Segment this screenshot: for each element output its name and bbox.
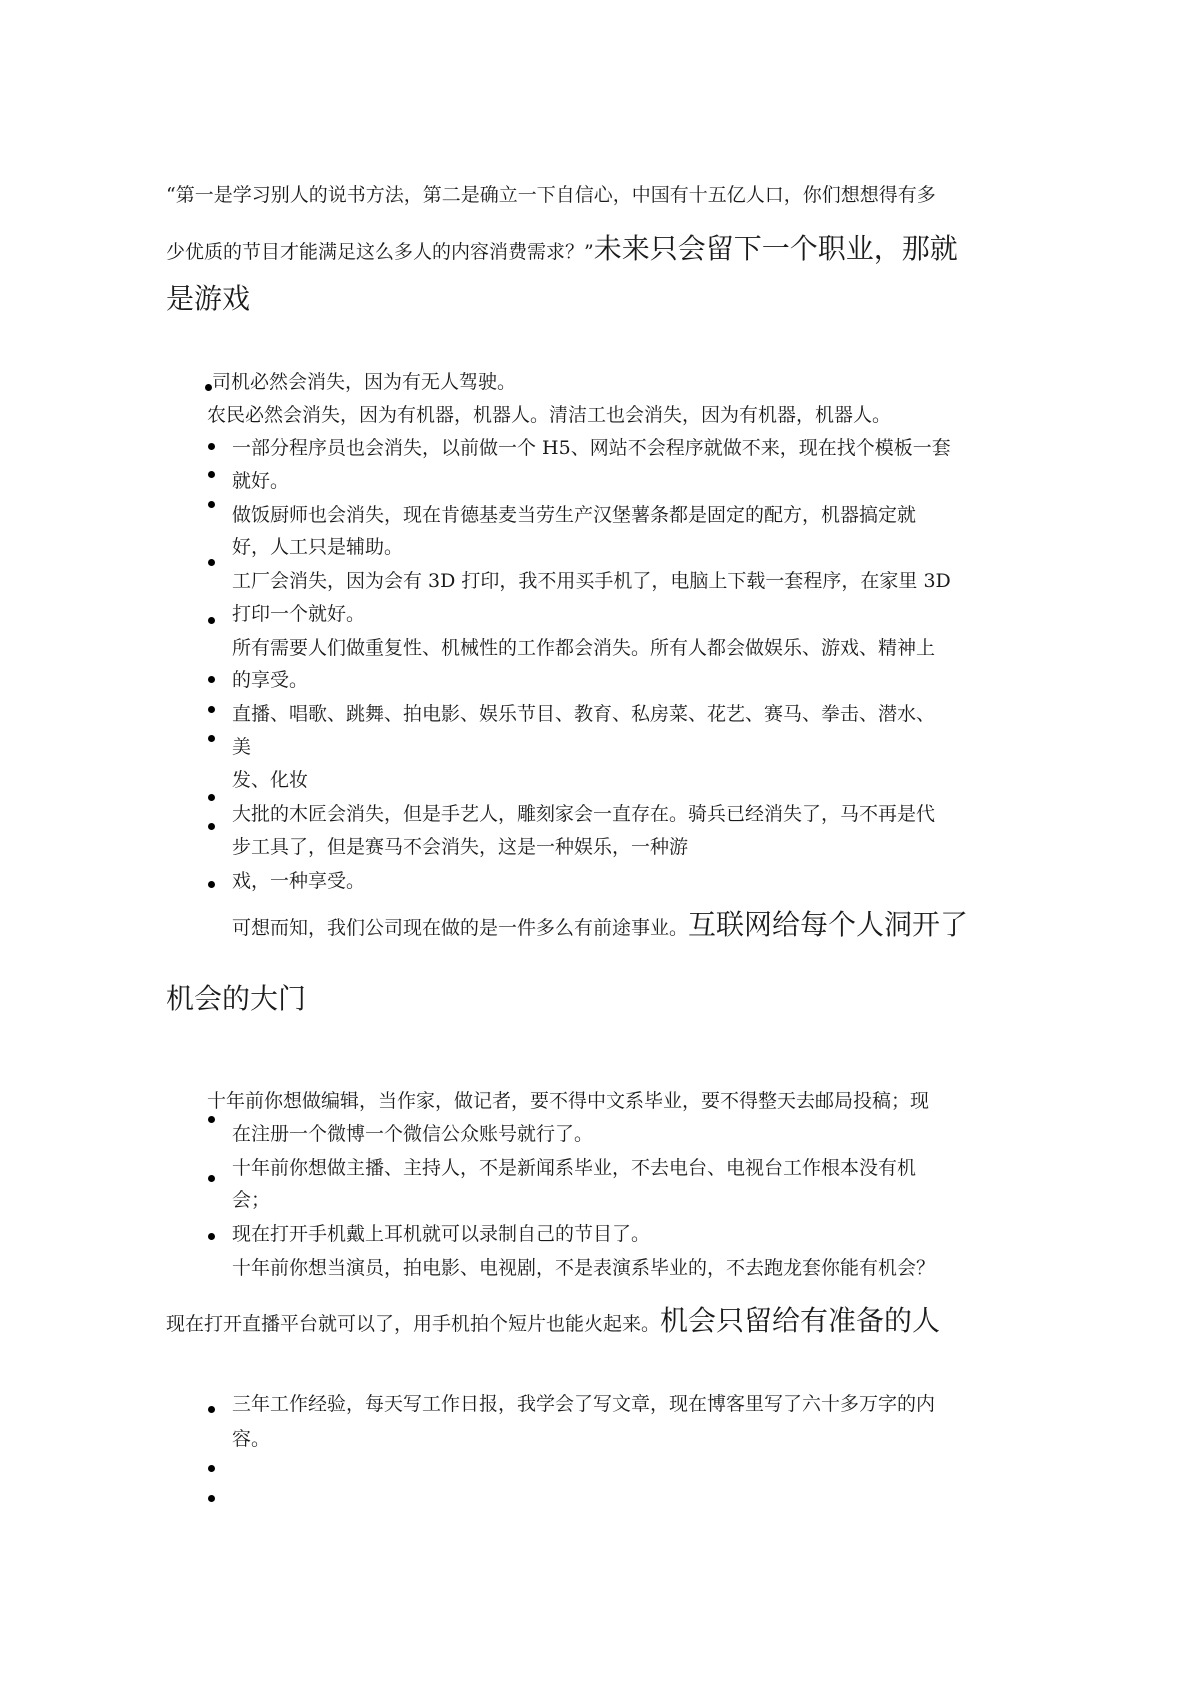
list-item: 步工具了，但是赛马不会消失，这是一种娱乐，一种游 (232, 836, 689, 858)
bullet-icon (208, 676, 215, 683)
bullet-icon (208, 471, 215, 478)
heading-internet: 互联网给每个人洞开了 (688, 908, 969, 941)
bullet-icon (208, 881, 215, 888)
bullet-icon (208, 823, 215, 830)
list-item: 司机必然会消失，因为有无人驾驶。 (212, 371, 517, 393)
bullet-icon (205, 384, 212, 391)
list-item: 的享受。 (232, 669, 309, 691)
list-item: 在注册一个微博一个微信公众账号就行了。 (232, 1123, 594, 1145)
heading-future-job-cont: 是游戏 (166, 282, 251, 315)
list-item: 十年前你想做编辑，当作家，做记者，要不得中文系毕业，要不得整天去邮局投稿；现 (207, 1090, 930, 1112)
list-item: 做饭厨师也会消失，现在肯德基麦当劳生产汉堡薯条都是固定的配方，机器搞定就 (232, 504, 917, 526)
list-item: 十年前你想做主播、主持人，不是新闻系毕业，不去电台、电视台工作根本没有机 (232, 1157, 917, 1179)
list-item: 戏，一种享受。 (232, 870, 366, 892)
bullet-icon (208, 559, 215, 566)
bullet-icon (208, 794, 215, 801)
bullet-icon (208, 443, 215, 450)
paragraph-text: 现在打开直播平台就可以了，用手机拍个短片也能火起来。 (166, 1313, 661, 1335)
heading-future-job: 未来只会留下一个职业，那就 (593, 232, 958, 265)
bullet-icon (208, 617, 215, 624)
bullet-icon (208, 1465, 215, 1472)
paragraph-line (166, 1304, 940, 1338)
list-item: 美 (232, 736, 252, 758)
list-item: 工厂会消失，因为会有 3D 打印，我不用买手机了，电脑上下载一套程序，在家里 3D (232, 570, 951, 592)
intro-line-2 (166, 232, 958, 266)
intro-line-1: “第一是学习别人的说书方法，第二是确立一下自信心，中国有十五亿人口，你们想想得有多 (166, 184, 936, 206)
bullet-icon (208, 1495, 215, 1502)
list-item: 好，人工只是辅助。 (232, 536, 404, 558)
bullet-icon (208, 735, 215, 742)
list-item: 会； (232, 1189, 271, 1211)
list-item: 就好。 (232, 470, 290, 492)
list-item: 农民必然会消失，因为有机器，机器人。清洁工也会消失，因为有机器，机器人。 (207, 404, 892, 426)
bullet-icon (208, 1116, 215, 1123)
bullet-icon (208, 1175, 215, 1182)
list-item: 三年工作经验，每天写工作日报，我学会了写文章，现在博客里写了六十多万字的内 (232, 1393, 936, 1415)
bullet-icon (208, 1233, 215, 1240)
list-item-text: 可想而知，我们公司现在做的是一件多么有前途事业。 (232, 917, 689, 939)
list-item: 直播、唱歌、跳舞、拍电影、娱乐节目、教育、私房菜、花艺、赛马、拳击、潜水、 (232, 703, 936, 725)
heading-opportunity: 机会只留给有准备的人 (660, 1304, 941, 1337)
bullet-icon (208, 1406, 215, 1413)
bullet-icon (208, 501, 215, 508)
list-item: 容。 (232, 1428, 271, 1450)
list-item (232, 908, 968, 942)
list-item: 十年前你想当演员，拍电影、电视剧，不是表演系毕业的，不去跑龙套你能有机会？ (232, 1257, 936, 1279)
list-item: 打印一个就好。 (232, 603, 366, 625)
bullet-icon (208, 706, 215, 713)
heading-internet-cont: 机会的大门 (166, 982, 307, 1015)
list-item: 所有需要人们做重复性、机械性的工作都会消失。所有人都会做娱乐、游戏、精神上 (232, 637, 936, 659)
list-item: 大批的木匠会消失，但是手艺人，雕刻家会一直存在。骑兵已经消失了，马不再是代 (232, 803, 936, 825)
list-item: 发、化妆 (232, 769, 309, 791)
list-item: 一部分程序员也会消失，以前做一个 H5、网站不会程序就做不来，现在找个模板一套 (232, 437, 951, 459)
list-item: 现在打开手机戴上耳机就可以录制自己的节目了。 (232, 1223, 651, 1245)
intro-line-2-text: 少优质的节目才能满足这么多人的内容消费需求？” (166, 241, 594, 263)
